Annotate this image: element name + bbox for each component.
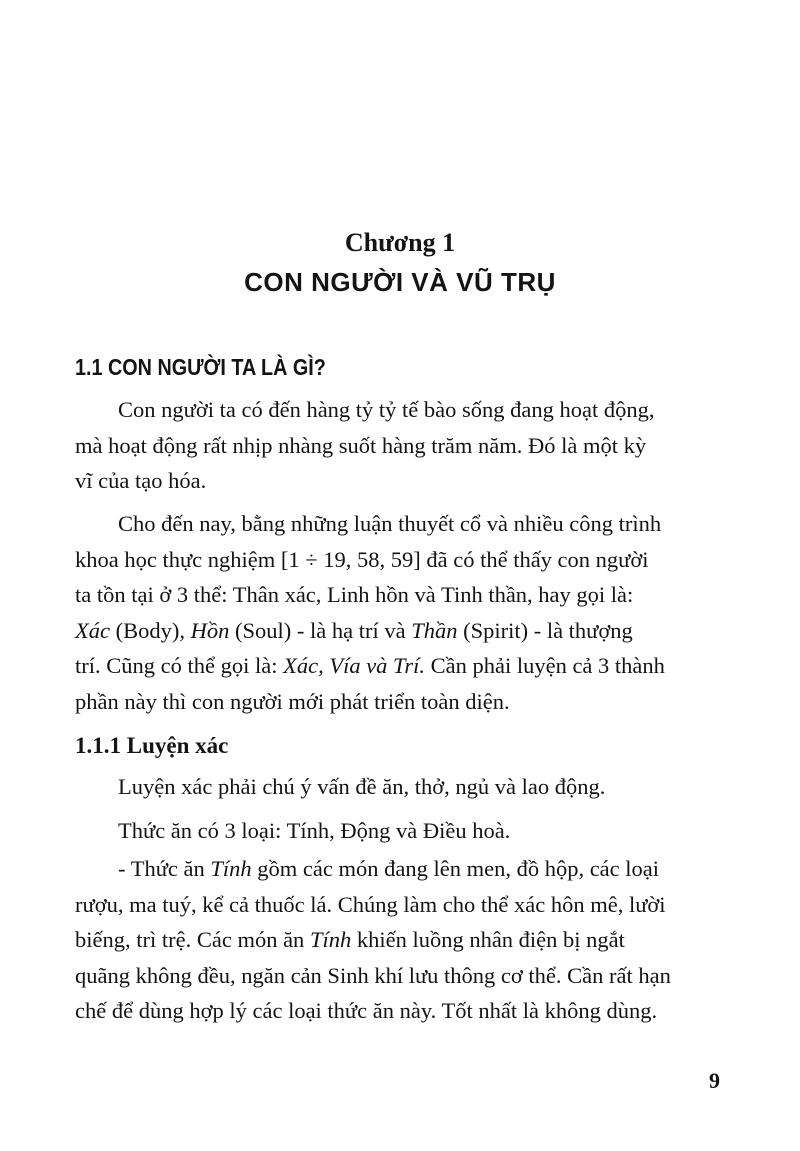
- italic-term: Xác, Vía và Trí.: [283, 653, 425, 678]
- chapter-title: CON NGƯỜI VÀ VŨ TRỤ: [244, 267, 556, 297]
- italic-term: Xác: [75, 617, 110, 643]
- text-line: Thức ăn có 3 loại: Tính, Động và Điều hoà.: [118, 818, 511, 843]
- text-run: gồm các món đang lên men, đồ hộp, các loại: [251, 856, 660, 881]
- text-run: (Soul) - là hạ trí và: [229, 617, 412, 643]
- italic-term: Tính: [309, 927, 352, 952]
- text-line: [75, 648, 723, 684]
- text-run: - Thức ăn: [118, 856, 211, 881]
- text-line: [75, 851, 723, 887]
- text-line: rượu, ma tuý, kể cả thuốc lá. Chúng làm cho thể xác hôn mê, lười: [75, 891, 666, 917]
- text-run: trí. Cũng có thể gọi là:: [75, 653, 284, 678]
- text-run: (Body),: [109, 617, 191, 643]
- text-line: phần này thì con người mới phát triển toàn diện.: [75, 688, 510, 714]
- text-line: Cho đến nay, bằng những luận thuyết cổ và nhiều công trình: [118, 511, 662, 536]
- text-run: biếng, trì trệ. Các món ăn: [75, 927, 310, 952]
- text-line: Luyện xác phải chú ý vấn đề ăn, thở, ngủ và lao động.: [118, 774, 606, 799]
- subsection-paragraph-1: [75, 769, 723, 805]
- text-line: vĩ của tạo hóa.: [75, 468, 207, 493]
- italic-term: Tính: [210, 856, 252, 881]
- text-run: Cần phải luyện cả 3 thành: [424, 653, 665, 678]
- section-paragraph-2: [75, 506, 723, 719]
- text-run: khiến luồng nhân điện bị ngắt: [351, 927, 625, 952]
- text-line: ta tồn tại ở 3 thể: Thân xác, Linh hồn và Tinh thần, hay gọi là:: [75, 582, 634, 607]
- text-line: Con người ta có đến hàng tỷ tỷ tế bào sống đang hoạt động,: [118, 397, 655, 422]
- section-paragraph-1: [75, 392, 723, 499]
- text-run: (Spirit) - là thượng: [457, 617, 633, 643]
- italic-term: Thần: [411, 617, 458, 643]
- text-line: quãng không đều, ngăn cản Sinh khí lưu thông cơ thể. Cần rất hạn: [75, 962, 671, 988]
- chapter-label: Chương 1: [344, 228, 456, 257]
- italic-term: Hồn: [190, 617, 230, 643]
- text-line: mà hoạt động rất nhịp nhàng suốt hàng trăm năm. Đó là một kỳ: [75, 432, 647, 458]
- subsection-paragraph-3: [75, 851, 723, 1029]
- page-number: 9: [709, 1068, 720, 1093]
- text-line: khoa học thực nghiệm [1 ÷ 19, 58, 59] đã có thể thấy con người: [75, 546, 649, 572]
- section-heading: 1.1 CON NGƯỜI TA LÀ GÌ?: [75, 354, 326, 380]
- subsection-paragraph-2: [75, 813, 723, 849]
- text-line: [75, 613, 723, 649]
- text-line: chế để dùng hợp lý các loại thức ăn này. Tốt nhất là không dùng.: [75, 998, 658, 1023]
- text-line: [75, 922, 723, 958]
- subsection-heading: 1.1.1 Luyện xác: [75, 733, 229, 758]
